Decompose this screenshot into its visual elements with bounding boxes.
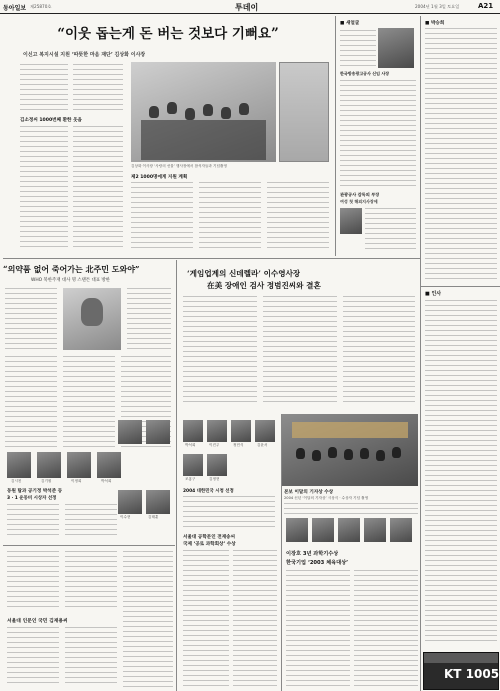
article-text (340, 80, 416, 188)
lower-left-headline1: 서울대 공학문인 전재송씨 (183, 535, 236, 540)
personnel-section (423, 288, 499, 648)
article-text (5, 288, 57, 350)
photo-story (282, 414, 420, 514)
article-text (183, 550, 229, 688)
bride-story (179, 260, 419, 410)
person-photo (338, 518, 360, 542)
person-photo (7, 452, 31, 478)
person2-title: 관광공사 감독의 부장 (340, 192, 380, 197)
article-text (183, 296, 257, 406)
article-text (131, 182, 193, 250)
article-text (354, 570, 418, 688)
person-photo (340, 208, 362, 234)
person-photo (118, 490, 142, 514)
lower-mid (284, 516, 420, 691)
article-text (425, 28, 497, 283)
article-text (365, 208, 416, 252)
masthead-date: 2004년 1월 3일 토요일 (415, 4, 460, 9)
article-text (65, 627, 117, 687)
article-text (63, 356, 115, 448)
person-name: 이수현 (120, 515, 131, 519)
person-photo (183, 454, 203, 476)
article-text (340, 30, 376, 68)
lower-mid-headline2: 한국기업 ‘2003 체육대상’ (286, 560, 349, 566)
article-text (20, 126, 68, 250)
article-text (127, 288, 171, 350)
people-grid-sub: 3 · 1 운동비 시상자 선정 (7, 496, 57, 501)
lower-left (3, 547, 175, 691)
top-story-quote: “이웃 돕는게 돈 버는 것보다 기뻐요” (57, 26, 279, 42)
article-text (267, 182, 329, 250)
person-photo (146, 490, 170, 514)
article-text (65, 504, 117, 538)
bride-headline-bottom: 在美 장애인 검사 정범진씨와 결혼 (207, 281, 321, 290)
person-photo (146, 420, 170, 444)
person1-title: 한국방송광고공사 신임 사장 (340, 71, 390, 76)
article-text (286, 570, 350, 688)
personnel-label: ■ 인사 (425, 291, 442, 297)
article-text (199, 182, 261, 250)
lower-left-headline2: 서울대 인문인 국민 김재용씨 (7, 619, 68, 624)
top-story (3, 16, 333, 256)
person-photo (97, 452, 121, 478)
banner-photo (279, 62, 329, 162)
article-text (7, 627, 59, 687)
article-text (343, 296, 415, 406)
article-text (5, 356, 57, 448)
person-name: 이정희 (71, 479, 82, 483)
right-column (423, 16, 499, 286)
article-text (183, 496, 275, 528)
award-block (118, 490, 174, 545)
award-name: 이진주 (209, 443, 220, 447)
person-photo (207, 454, 227, 476)
award-name: 박석희 (185, 443, 196, 447)
lower-mid-left (179, 532, 279, 691)
article-text (425, 300, 497, 645)
ad-box (423, 652, 499, 690)
people-grid-caption: 동원 탑과 공기정 박석준 등 (7, 489, 63, 494)
award-title: 2004 대한민국 시청 선정 (183, 489, 234, 494)
bride-headline-top: ‘게임업계의 신데렐라’ 이수영사장 (187, 269, 301, 278)
person-name: 김시찬 (11, 479, 22, 483)
ad-text: KT 1005 (444, 667, 500, 681)
person-photo (390, 518, 412, 542)
article-text (284, 503, 418, 514)
article-text (123, 551, 173, 687)
ceremony-photo (282, 414, 418, 486)
person-name: 조홍구 (185, 477, 196, 481)
page-number: A21 (478, 2, 494, 10)
person-photo (255, 420, 275, 442)
masthead-issue: 제25870호 (30, 4, 52, 9)
article-text (73, 64, 123, 114)
person-photo (312, 518, 334, 542)
photo-story-caption: 본보 이달의 기자상 수상 (284, 490, 334, 495)
person-name: 김정현 (209, 477, 220, 481)
group-photo (131, 62, 276, 162)
award-photos (118, 420, 174, 450)
person2-sub: 여성 첫 해외지사장에 (340, 199, 378, 204)
article-text (263, 296, 337, 406)
lower-left-headline1b: 국제 ‘공로 과학회상’ 수상 (183, 542, 236, 547)
people-label: ■ 새얼굴 (340, 21, 360, 26)
right-label: ■ 박승희 (425, 21, 445, 26)
ad-band (424, 653, 498, 663)
lower-mid-headline1: 이장호 3년 과학기수상 (286, 551, 339, 557)
person-photo (364, 518, 386, 542)
article-text (7, 551, 59, 611)
top-story-sub1: 김소정씨 1000번째 환한 웃음 (20, 118, 82, 123)
people-box (338, 16, 418, 256)
person-name: 김기원 (41, 479, 52, 483)
award-name: 정민식 (233, 443, 244, 447)
section-title: 투데이 (235, 3, 259, 12)
article-text (233, 550, 277, 688)
article-text (65, 551, 117, 611)
photo-caption: 김상화 이사장 ‘사랑의 선물’ 행사장에서 참석자들과 기념촬영 (131, 164, 227, 168)
article-text (73, 126, 123, 250)
photo-story-subcaption: 2004 신년 ‘이달의 기자상’ 시상식 · 수상자 기념 촬영 (284, 496, 369, 500)
award-listing (179, 420, 279, 530)
article-text (20, 64, 68, 114)
masthead (0, 0, 500, 14)
person-name: 박석희 (101, 479, 112, 483)
person-name: 김태훈 (148, 515, 159, 519)
person-photo (118, 420, 142, 444)
award-name: 김윤서 (257, 443, 268, 447)
nk-deck: WHO 북한주재 대사 명 스탠튼 대표 방한 (31, 278, 110, 283)
article-text (7, 504, 59, 538)
person-photo (67, 452, 91, 478)
person-photo (37, 452, 61, 478)
person-photo (183, 420, 203, 442)
person-photo (207, 420, 227, 442)
person-photo (286, 518, 308, 542)
person-photo (231, 420, 251, 442)
masthead-paper: 동아일보 (3, 5, 27, 12)
nk-headline: “의약품 없어 죽어가는 北주민 도와야” (3, 264, 140, 274)
top-story-sub2: 제2 1000명에게 지원 계획 (131, 175, 188, 180)
person-photo (378, 28, 414, 68)
top-story-deck: 이신고 복지시설 지원 ‘따뜻한 마음 재단’ 김상화 이사장 (23, 52, 146, 58)
nk-portrait (63, 288, 121, 350)
